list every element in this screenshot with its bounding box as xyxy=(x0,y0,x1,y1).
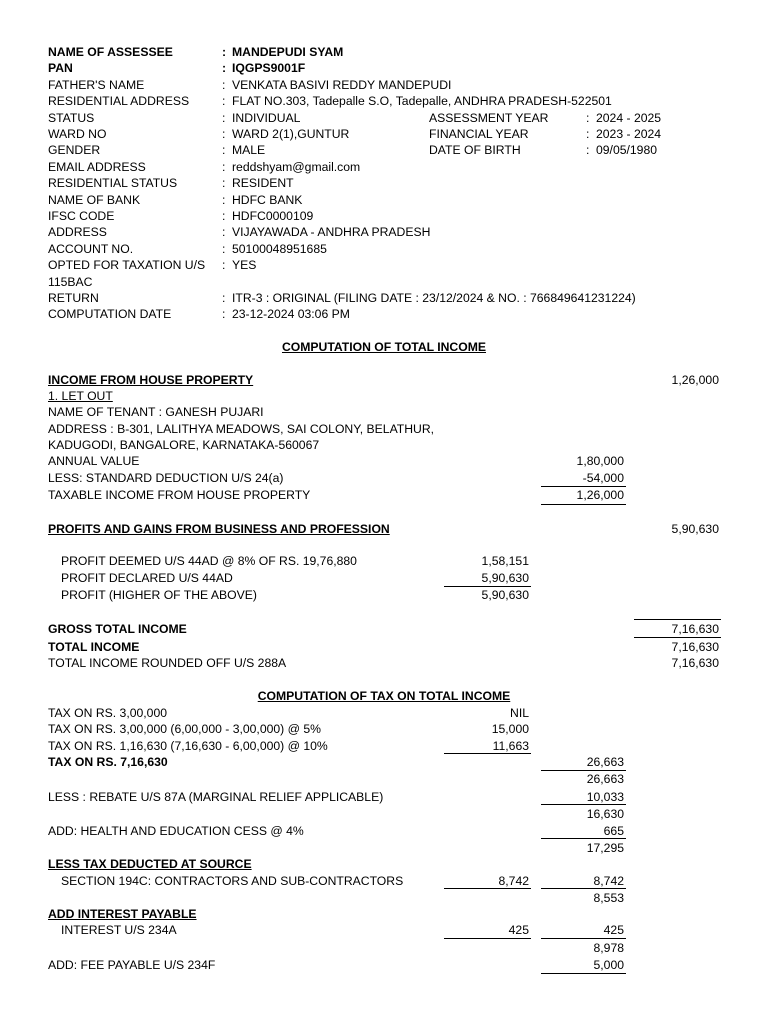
tenant-name: NAME OF TENANT : GANESH PUJARI xyxy=(48,405,264,419)
fee: 5,000 xyxy=(593,958,624,972)
gross-total-label: GROSS TOTAL INCOME xyxy=(48,622,187,636)
header-colon: : xyxy=(222,258,226,273)
total-income-title: COMPUTATION OF TOTAL INCOME xyxy=(281,340,486,354)
tax-slab2-label: TAX ON RS. 3,00,000 (6,00,000 - 3,00,000) @ 5% xyxy=(48,722,321,736)
tds-label: SECTION 194C: CONTRACTORS AND SUB-CONTRACTORS xyxy=(61,874,404,888)
header-value: YES xyxy=(232,258,257,273)
header-label: IFSC CODE xyxy=(48,209,115,223)
interest-line xyxy=(541,938,626,939)
header-value: 23-12-2024 03:06 PM xyxy=(232,307,350,322)
profit-higher-label: PROFIT (HIGHER OF THE ABOVE) xyxy=(61,588,257,602)
tax-subtotal-4: 8,553 xyxy=(593,891,624,905)
tax-on-total-label: TAX ON RS. 7,16,630 xyxy=(48,755,168,769)
profit-higher: 5,90,630 xyxy=(481,588,529,602)
header-colon: : xyxy=(222,110,226,125)
header-value: HDFC0000109 xyxy=(232,209,314,223)
header-label: ADDRESS xyxy=(48,225,107,240)
profit-declared: 5,90,630 xyxy=(481,571,529,585)
header-value: ITR-3 : ORIGINAL (FILING DATE : 23/12/2024 & NO. : 766849641231224) xyxy=(232,291,636,305)
tax-slab3-label: TAX ON RS. 1,16,630 (7,16,630 - 6,00,000) @ 10% xyxy=(48,739,328,753)
header-extra-label: ASSESSMENT YEAR xyxy=(429,110,549,125)
interest-label: INTEREST U/S 234A xyxy=(61,923,177,937)
tax-subtotal-5: 8,978 xyxy=(593,941,624,955)
profit-deemed: 1,58,151 xyxy=(481,554,529,568)
header-colon: : xyxy=(222,192,226,207)
header-colon: : xyxy=(222,61,227,76)
annual-value-label: ANNUAL VALUE xyxy=(48,454,140,468)
header-label: FATHER'S NAME xyxy=(48,77,145,92)
tax-title: COMPUTATION OF TAX ON TOTAL INCOME xyxy=(257,689,511,703)
header-label: WARD NO xyxy=(48,127,107,141)
header-colon: : xyxy=(222,143,226,158)
total-income-rounded-label: TOTAL INCOME ROUNDED OFF U/S 288A xyxy=(48,656,287,670)
tenant-address-line2: KADUGODI, BANGALORE, KARNATAKA-560067 xyxy=(48,438,320,452)
header-value: FLAT NO.303, Tadepalle S.O, Tadepalle, ANDHRA PRADESH-522501 xyxy=(232,94,612,109)
business-total: 5,90,630 xyxy=(671,522,719,536)
header-value: IQGPS9001F xyxy=(232,61,306,76)
header-colon: : xyxy=(222,291,226,305)
header-extra-colon: : xyxy=(586,143,590,158)
header-value: RESIDENT xyxy=(232,176,294,191)
tax-slab1-label: TAX ON RS. 3,00,000 xyxy=(48,706,167,720)
header-label: RESIDENTIAL STATUS xyxy=(48,176,178,191)
tax-subtotal-1: 26,663 xyxy=(586,772,624,786)
tax-subtotal-2: 16,630 xyxy=(586,807,624,821)
taxable-hp: 1,26,000 xyxy=(576,488,624,502)
header-label: PAN xyxy=(48,61,73,76)
tds-inner-line xyxy=(444,888,531,889)
cess-label: ADD: HEALTH AND EDUCATION CESS @ 4% xyxy=(48,824,304,838)
header-extra-colon: : xyxy=(586,127,590,141)
header-colon: : xyxy=(222,176,226,191)
tax-slab3: 11,663 xyxy=(492,739,529,753)
house-property-heading: INCOME FROM HOUSE PROPERTY xyxy=(48,373,254,387)
interest-inner: 425 xyxy=(508,923,529,937)
header-label: GENDER xyxy=(48,143,101,158)
fee-label: ADD: FEE PAYABLE U/S 234F xyxy=(48,958,216,972)
header-label: NAME OF ASSESSEE xyxy=(48,45,173,59)
header-extra-label: FINANCIAL YEAR xyxy=(429,127,529,141)
gross-top-line xyxy=(634,619,721,620)
header-value: reddshyam@gmail.com xyxy=(232,159,361,174)
profit-deemed-label: PROFIT DEEMED U/S 44AD @ 8% OF RS. 19,76,880 xyxy=(61,554,357,568)
header-value: VIJAYAWADA - ANDHRA PRADESH xyxy=(232,225,431,240)
tax-slab-line xyxy=(444,753,531,754)
total-income: 7,16,630 xyxy=(671,640,719,654)
tds-line xyxy=(541,888,626,889)
header-label: COMPUTATION DATE xyxy=(48,307,172,322)
header-colon: : xyxy=(222,209,226,223)
tax-subtotal-3: 17,295 xyxy=(586,841,624,855)
header-label: ACCOUNT NO. xyxy=(48,241,134,256)
header-label: NAME OF BANK xyxy=(48,192,141,207)
rebate: 10,033 xyxy=(586,790,624,804)
header-label: EMAIL ADDRESS xyxy=(48,159,146,174)
tenant-address-line1: ADDRESS : B-301, LALITHYA MEADOWS, SAI COLONY, BELATHUR, xyxy=(48,422,435,436)
header-value: MALE xyxy=(232,143,266,158)
header-label: STATUS xyxy=(48,110,95,125)
header-label: OPTED FOR TAXATION U/S xyxy=(48,258,206,273)
header-value: HDFC BANK xyxy=(232,192,303,207)
cess-line xyxy=(541,838,626,839)
tax-slab1: NIL xyxy=(510,706,529,720)
header-colon: : xyxy=(222,241,226,256)
hp-total-line xyxy=(541,504,626,505)
gross-bottom-line xyxy=(634,637,721,638)
interest-inner-line xyxy=(444,938,531,939)
header-colon: : xyxy=(222,127,226,141)
header-label: RETURN xyxy=(48,291,99,305)
cess: 665 xyxy=(603,824,624,838)
header-value: MANDEPUDI SYAM xyxy=(232,45,344,59)
header-value: 50100048951685 xyxy=(232,241,327,256)
header-extra-value: 2023 - 2024 xyxy=(596,127,662,141)
header-colon: : xyxy=(222,77,226,92)
taxable-hp-label: TAXABLE INCOME FROM HOUSE PROPERTY xyxy=(48,488,311,502)
header-value: INDIVIDUAL xyxy=(232,110,301,125)
tds-inner: 8,742 xyxy=(498,874,529,888)
gross-total: 7,16,630 xyxy=(671,622,719,636)
tax-slab2: 15,000 xyxy=(491,722,529,736)
header-colon: : xyxy=(222,307,226,322)
header-colon: : xyxy=(222,225,226,240)
header-extra-value: 2024 - 2025 xyxy=(596,110,662,125)
header-label-continued: 115BAC xyxy=(48,274,93,289)
header-extra-value: 09/05/1980 xyxy=(596,143,657,158)
header-extra-label: DATE OF BIRTH xyxy=(429,143,521,158)
header-colon: : xyxy=(222,159,226,174)
header-colon: : xyxy=(222,45,227,59)
total-income-label: TOTAL INCOME xyxy=(48,640,140,654)
header-label: RESIDENTIAL ADDRESS xyxy=(48,94,190,109)
rebate-label: LESS : REBATE U/S 87A (MARGINAL RELIEF APPLICABLE) xyxy=(48,790,384,804)
tds: 8,742 xyxy=(593,874,624,888)
std-deduction: -54,000 xyxy=(582,471,624,485)
tax-on-total: 26,663 xyxy=(586,755,624,769)
fee-line xyxy=(541,973,626,974)
interest-heading: ADD INTEREST PAYABLE xyxy=(48,907,197,921)
std-deduction-label: LESS: STANDARD DEDUCTION U/S 24(a) xyxy=(48,471,284,485)
header-value: WARD 2(1),GUNTUR xyxy=(232,127,350,141)
business-heading: PROFITS AND GAINS FROM BUSINESS AND PROFESSION xyxy=(48,522,390,536)
annual-value: 1,80,000 xyxy=(576,454,624,468)
tds-heading: LESS TAX DEDUCTED AT SOURCE xyxy=(48,857,252,871)
total-income-rounded: 7,16,630 xyxy=(671,656,719,670)
header-colon: : xyxy=(222,94,226,109)
interest: 425 xyxy=(603,923,624,937)
profit-declared-label: PROFIT DECLARED U/S 44AD xyxy=(61,571,233,585)
rebate-line xyxy=(541,804,626,805)
house-property-total: 1,26,000 xyxy=(671,373,719,387)
let-out-heading: 1. LET OUT xyxy=(48,389,113,403)
header-extra-colon: : xyxy=(586,110,590,125)
header-value: VENKATA BASIVI REDDY MANDEPUDI xyxy=(232,77,452,92)
